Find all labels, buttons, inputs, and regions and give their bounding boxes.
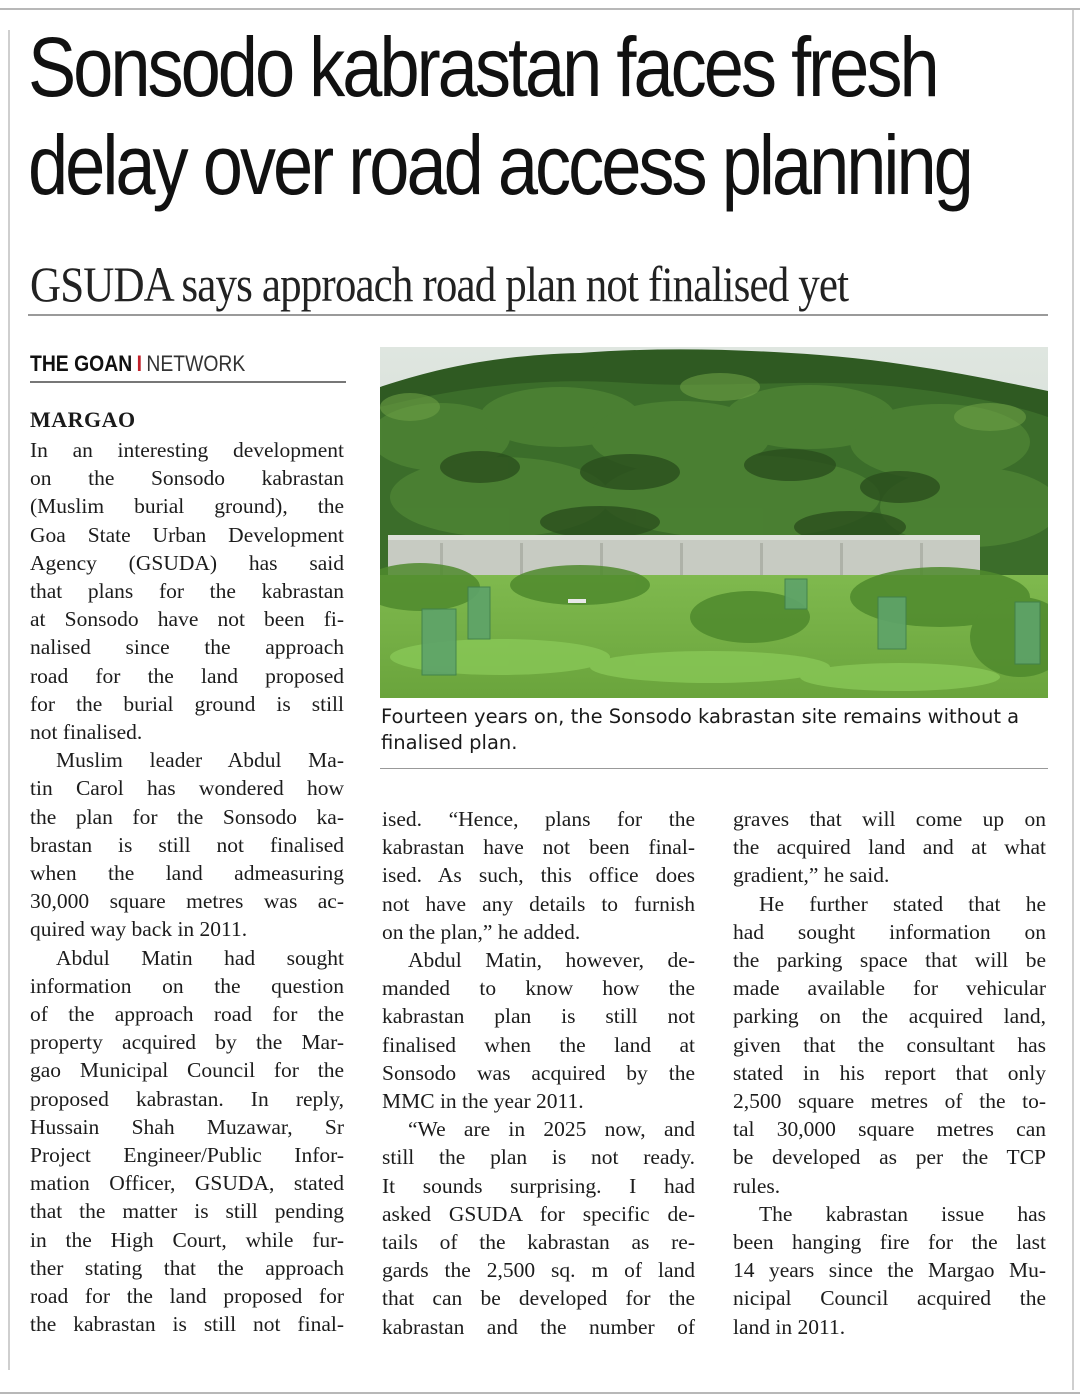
article-column-1 bbox=[30, 436, 344, 1339]
col1-line: in the High Court, while fur- bbox=[30, 1227, 344, 1252]
col3-line: the acquired land and at what bbox=[733, 835, 1046, 860]
col2-line: Abdul Matin, however, de- bbox=[408, 948, 695, 973]
col2-line: not have any details to furnish bbox=[382, 891, 695, 916]
col3-line: parking on the acquired land, bbox=[733, 1004, 1046, 1029]
col2-line: finalised when the land at bbox=[382, 1032, 695, 1057]
col1-line: Goa State Urban Development bbox=[30, 522, 344, 547]
col2-line: on the plan,” he added. bbox=[382, 919, 581, 944]
col2-line: kabrastan plan is still not bbox=[382, 1004, 695, 1029]
col1-line: on the Sonsodo kabrastan bbox=[30, 466, 344, 491]
page-left-rule bbox=[8, 30, 10, 1370]
col3-line: He further stated that he bbox=[759, 891, 1046, 916]
col3-line: stated in his report that only bbox=[733, 1060, 1046, 1085]
col1-line: 30,000 square metres was ac- bbox=[30, 889, 344, 914]
col3-line: given that the consultant has bbox=[733, 1032, 1046, 1057]
col1-line: the plan for the Sonsodo ka- bbox=[30, 804, 344, 829]
article-column-2 bbox=[382, 805, 695, 1341]
col1-line: Muslim leader Abdul Ma- bbox=[56, 748, 344, 773]
headline bbox=[28, 18, 971, 214]
col1-line: that plans for the kabrastan bbox=[30, 579, 344, 604]
col2-line: tails of the kabrastan as re- bbox=[382, 1230, 695, 1255]
col3-line: graves that will come up on bbox=[733, 807, 1046, 831]
col1-line: at Sonsodo have not been fi- bbox=[30, 607, 344, 632]
col3-line: 14 years since the Margao Mu- bbox=[733, 1258, 1046, 1283]
byline-section: NETWORK bbox=[146, 351, 246, 376]
article-column-3 bbox=[733, 805, 1046, 1341]
col3-line: gradient,” he said. bbox=[733, 863, 890, 888]
col3-line: had sought information on bbox=[733, 919, 1046, 944]
col3-line: The kabrastan issue has bbox=[759, 1201, 1046, 1226]
col3-line: the parking space that will be bbox=[733, 948, 1046, 973]
col1-line: quired way back in 2011. bbox=[30, 917, 248, 942]
col3-line: tal 30,000 square metres can bbox=[733, 1117, 1046, 1142]
col1-line: road for the land proposed for bbox=[30, 1284, 344, 1309]
col1-line: proposed kabrastan. In reply, bbox=[30, 1086, 344, 1111]
col2-line: still the plan is not ready. bbox=[382, 1145, 695, 1170]
col2-line: “We are in 2025 now, and bbox=[408, 1117, 695, 1142]
col2-line: manded to know how the bbox=[382, 976, 695, 1001]
col1-line: In an interesting development bbox=[30, 438, 344, 462]
col2-line: asked GSUDA for specific de- bbox=[382, 1201, 695, 1226]
kabrastan-site-photo bbox=[380, 347, 1048, 698]
col3-line: be developed as per the TCP bbox=[733, 1145, 1046, 1170]
col1-line: (Muslim burial ground), the bbox=[30, 494, 344, 519]
byline-rule bbox=[30, 381, 346, 383]
col2-line: kabrastan have not been final- bbox=[382, 835, 695, 860]
col2-line: MMC in the year 2011. bbox=[382, 1089, 584, 1114]
col1-line: Agency (GSUDA) has said bbox=[30, 550, 344, 575]
col1-line: Abdul Matin had sought bbox=[56, 945, 344, 970]
byline-separator: I bbox=[136, 351, 142, 376]
col3-line: been hanging fire for the last bbox=[733, 1230, 1046, 1255]
col2-line: ised. “Hence, plans for the bbox=[382, 807, 695, 831]
col3-line: made available for vehicular bbox=[733, 976, 1046, 1001]
col1-line: when the land admeasuring bbox=[30, 861, 344, 886]
col1-line: that the matter is still pending bbox=[30, 1199, 344, 1224]
col3-line: land in 2011. bbox=[733, 1314, 846, 1339]
col1-line: mation Officer, GSUDA, stated bbox=[30, 1171, 344, 1196]
col2-line: that can be developed for the bbox=[382, 1286, 695, 1311]
col1-line: information on the question bbox=[30, 973, 344, 998]
col1-line: nalised since the approach bbox=[30, 635, 344, 660]
col1-line: ther stating that the approach bbox=[30, 1255, 344, 1280]
col1-line: the kabrastan is still not final- bbox=[30, 1312, 344, 1337]
col2-line: gards the 2,500 sq. m of land bbox=[382, 1258, 695, 1283]
headline-line-2: delay over road access planning bbox=[28, 118, 971, 212]
col2-line: ised. As such, this office does bbox=[382, 863, 695, 888]
caption-rule bbox=[380, 768, 1048, 769]
col3-line: nicipal Council acquired the bbox=[733, 1286, 1046, 1311]
col1-line: property acquired by the Mar- bbox=[30, 1030, 344, 1055]
byline bbox=[30, 350, 245, 378]
col1-line: tin Carol has wondered how bbox=[30, 776, 344, 801]
byline-publication: THE GOAN bbox=[30, 351, 133, 376]
col1-line: Project Engineer/Public Infor- bbox=[30, 1143, 344, 1168]
page-bottom-rule bbox=[0, 1392, 1080, 1394]
col2-line: Sonsodo was acquired by the bbox=[382, 1060, 695, 1085]
headline-line-1: Sonsodo kabrastan faces fresh bbox=[28, 20, 937, 114]
col2-line: kabrastan and the number of bbox=[382, 1314, 695, 1339]
col1-line: road for the land proposed bbox=[30, 663, 344, 688]
page-right-rule bbox=[1072, 10, 1074, 1390]
dateline: MARGAO bbox=[30, 407, 136, 432]
photo-caption: Fourteen years on, the Sonsodo kabrastan site remains without a finalised plan. bbox=[381, 705, 1020, 754]
col1-line: not finalised. bbox=[30, 720, 143, 745]
col1-line: of the approach road for the bbox=[30, 1002, 344, 1027]
subheadline-rule bbox=[28, 314, 1048, 316]
col3-line: rules. bbox=[733, 1173, 781, 1198]
col2-line: It sounds surprising. I had bbox=[382, 1173, 695, 1198]
col3-line: 2,500 square metres of the to- bbox=[733, 1089, 1046, 1114]
col1-line: gao Municipal Council for the bbox=[30, 1058, 344, 1083]
col1-line: Hussain Shah Muzawar, Sr bbox=[30, 1114, 344, 1139]
page-top-rule bbox=[0, 8, 1080, 10]
subheadline: GSUDA says approach road plan not finalised yet bbox=[30, 256, 849, 312]
col1-line: brastan is still not finalised bbox=[30, 832, 344, 857]
col1-line: for the burial ground is still bbox=[30, 691, 344, 716]
